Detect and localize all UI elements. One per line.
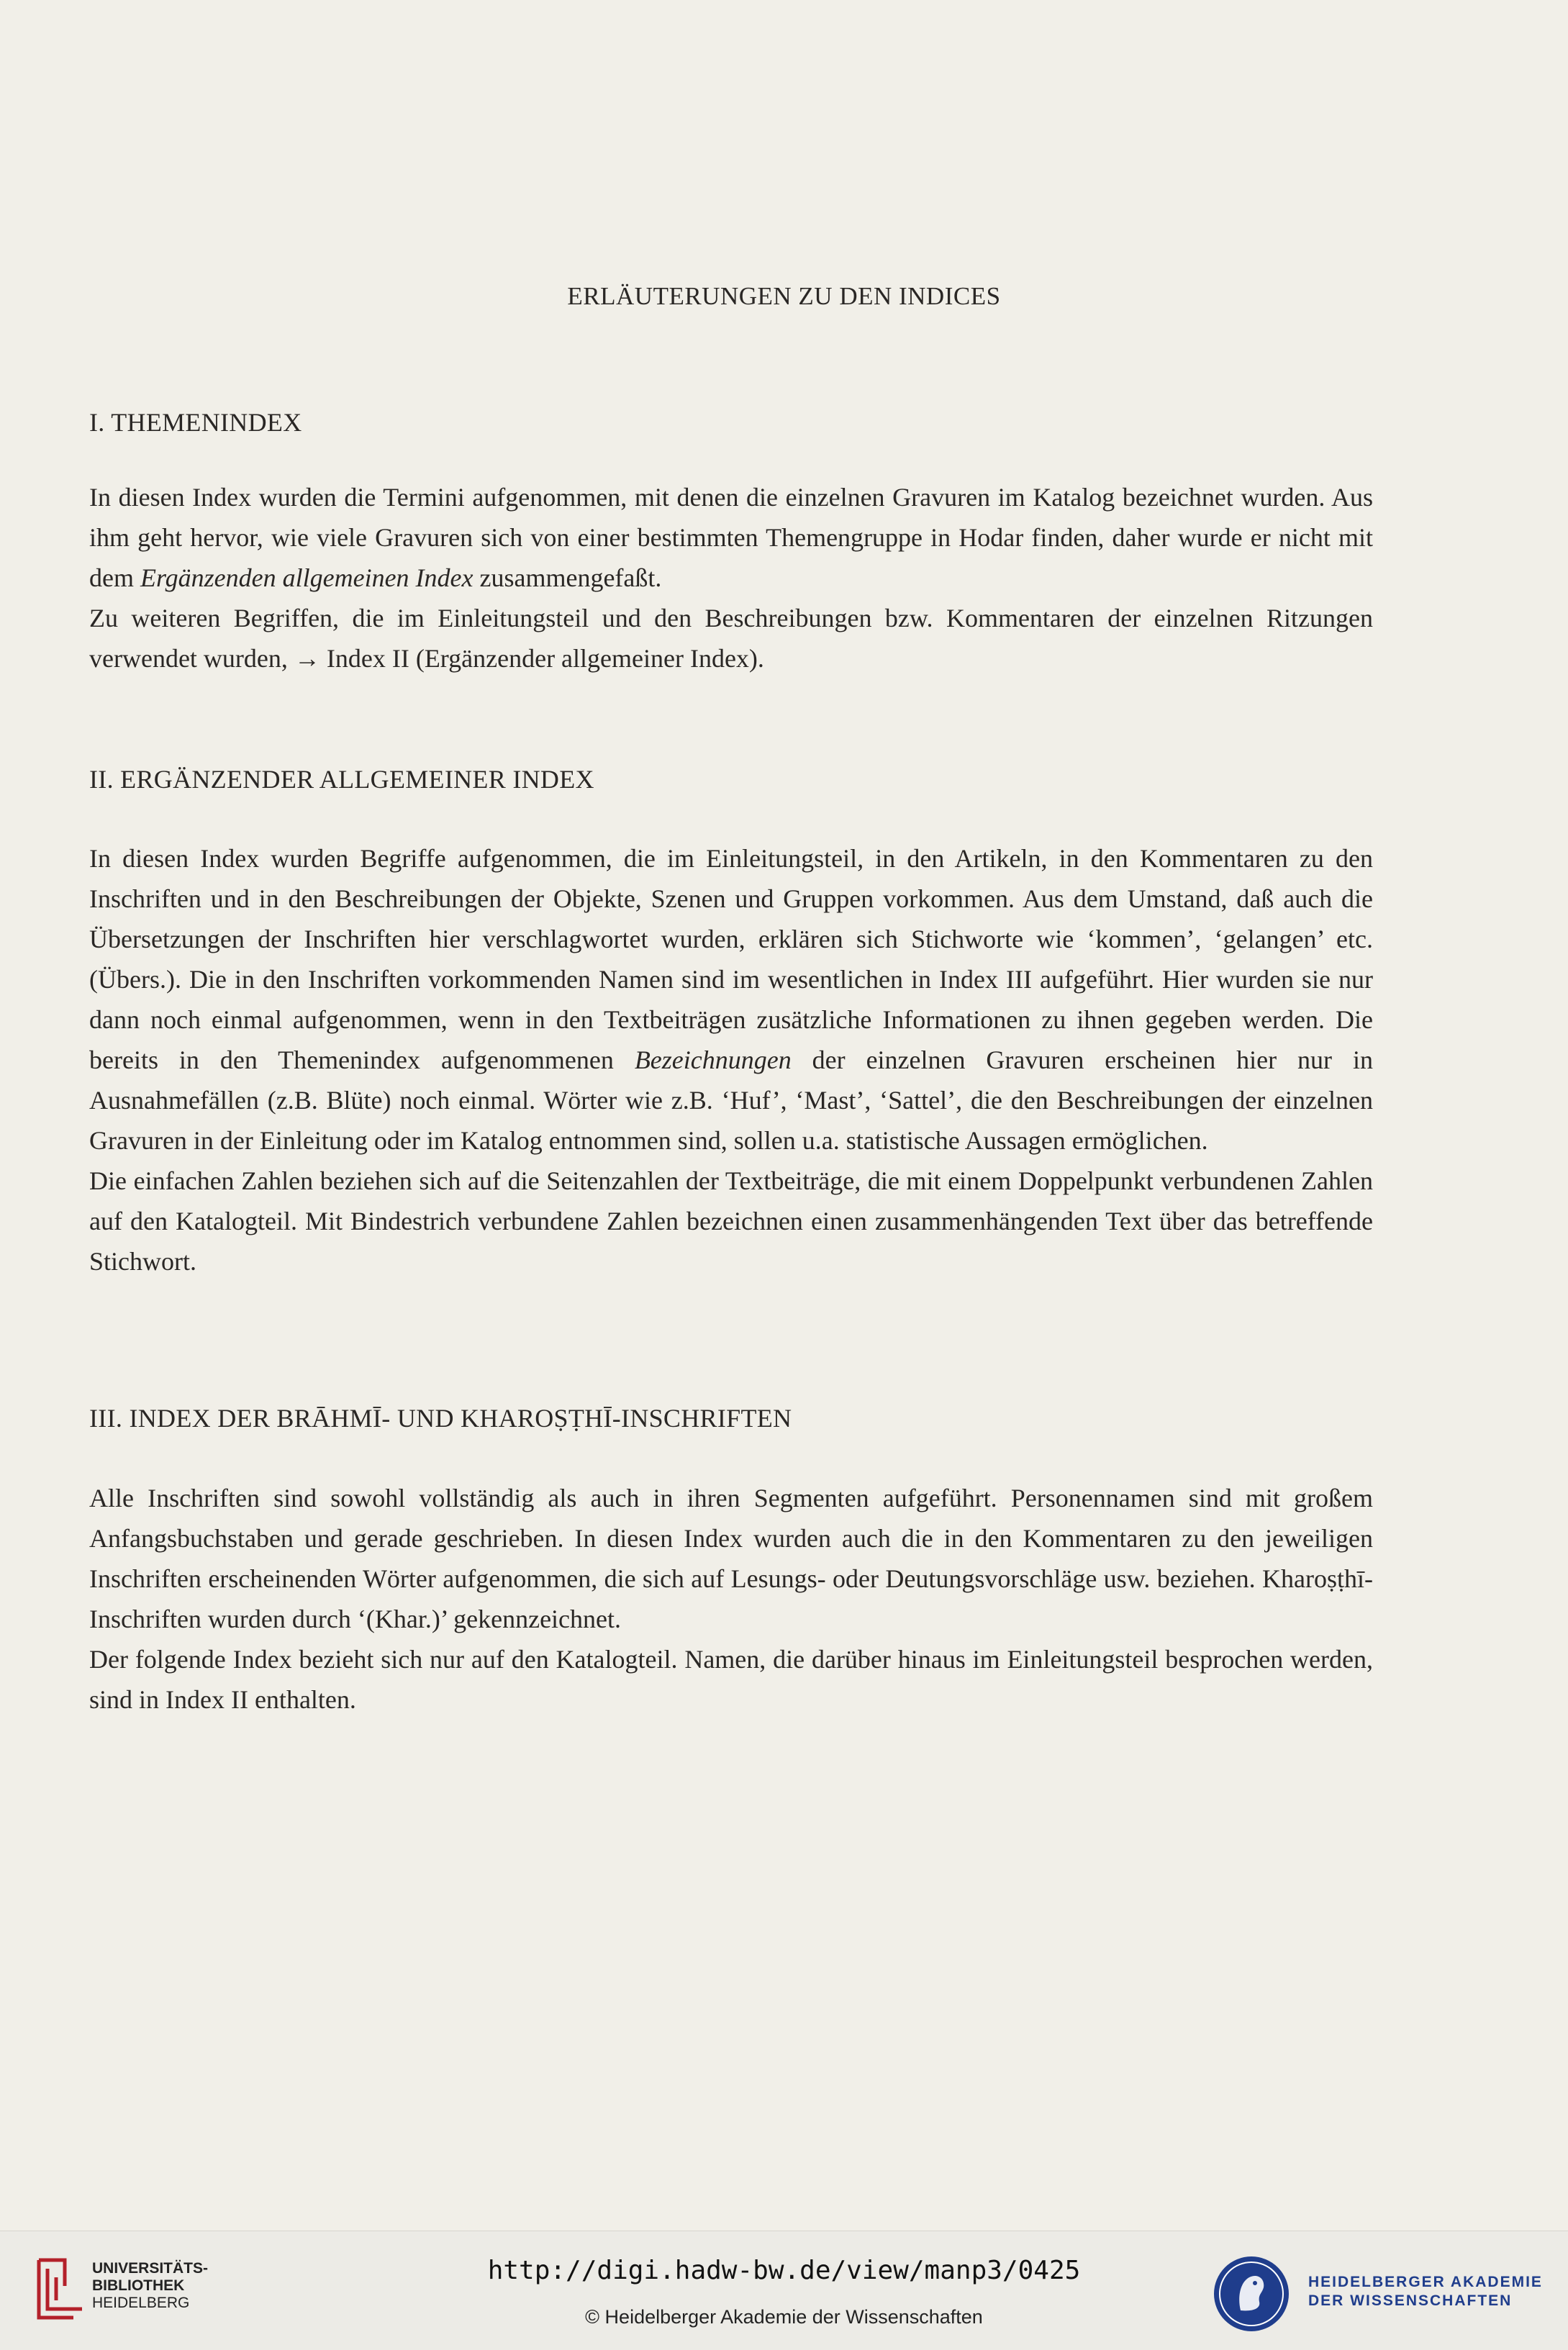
section-heading-1: I. THEMENINDEX <box>89 408 302 437</box>
paragraph: In diesen Index wurden Begriffe aufgenommen, die im Einleitungsteil, in den Artikeln, in den Kommentaren zu den Inschriften und in den Beschreibungen der Objekte, Szenen und Gruppen vorkommen. Aus dem Umstand, daß auch die Übersetzungen der Inschriften hier verschlagwortet wurden, erklären sich Stichworte wie ‘kommen’, ‘gelangen’ etc. (Übers.). Die in den Inschriften vorkommenden Namen sind im wesentlichen in Index III aufgeführt. Hier wurden sie nur dann noch einmal aufgenommen, wenn in den Textbeiträgen zusätzliche Informationen zu ihnen gegeben werden. Die bereits in den Themenindex aufgenommenen Bezeichnungen der einzelnen Gravuren erscheinen hier nur in Ausnahmefällen (z.B. Blüte) noch einmal. Wörter wie z.B. ‘Huf’, ‘Mast’, ‘Sattel’, die den Beschreibungen der einzelnen Gravuren in der Einleitung oder im Katalog entnommen sind, sollen u.a. statistische Aussagen ermöglichen. <box>89 844 1373 1155</box>
paragraph: Alle Inschriften sind sowohl vollständig als auch in ihren Segmenten aufgeführt. Personennamen sind mit großem Anfangsbuchstaben und gerade geschrieben. In diesen Index wurden auch die in den Kommentaren zu den jeweiligen Inschriften erscheinenden Wörter aufgenommen, die sich auf Lesungs- oder Deutungsvorschläge usw. beziehen. Kharoṣṭhī-Inschriften wurden durch ‘(Khar.)’ gekennzeichnet. <box>89 1484 1373 1633</box>
section-body-3 <box>89 1478 1373 1720</box>
paragraph: Zu weiteren Begriffen, die im Einleitungsteil und den Beschreibungen bzw. Kommentaren der einzelnen Ritzungen verwendet wurden, → Index II (Ergänzender allgemeiner Index). <box>89 604 1373 673</box>
library-name: UNIVERSITÄTS- BIBLIOTHEK HEIDELBERG <box>92 2260 209 2311</box>
section-heading-3: III. INDEX DER BRĀHMĪ- UND KHAROṢṬHĪ-INSCHRIFTEN <box>89 1404 792 1433</box>
paragraph: Der folgende Index bezieht sich nur auf den Katalogteil. Namen, die darüber hinaus im Einleitungsteil besprochen werden, sind in Index II enthalten. <box>89 1645 1373 1714</box>
footer-bar <box>0 2231 1568 2350</box>
section-heading-2: II. ERGÄNZENDER ALLGEMEINER INDEX <box>89 765 594 794</box>
academy-name: HEIDELBERGER AKADEMIE DER WISSENSCHAFTEN <box>1308 2274 1543 2309</box>
paragraph: Die einfachen Zahlen beziehen sich auf die Seitenzahlen der Textbeiträge, die mit einem Doppelpunkt verbundenen Zahlen auf den Katalogteil. Mit Bindestrich verbundene Zahlen bezeichnen einen zusammenhängenden Text über das betreffende Stichwort. <box>89 1166 1373 1276</box>
source-url-link[interactable]: http://digi.hadw-bw.de/view/manp3/0425 <box>487 2256 1081 2285</box>
academy-seal-icon <box>1212 2254 1291 2333</box>
section-body-2 <box>89 838 1373 1281</box>
copyright-notice: © Heidelberger Akademie der Wissenschaften <box>585 2306 983 2328</box>
section-body-1 <box>89 477 1373 679</box>
page-title: ERLÄUTERUNGEN ZU DEN INDICES <box>567 282 1001 310</box>
paragraph: In diesen Index wurden die Termini aufgenommen, mit denen die einzelnen Gravuren im Katalog bezeichnet wurden. Aus ihm geht hervor, wie viele Gravuren sich von einer bestimmten Themengruppe in Hodar finden, daher wurde er nicht mit dem Ergänzenden allgemeinen Index zusammengefaßt. <box>89 483 1373 592</box>
